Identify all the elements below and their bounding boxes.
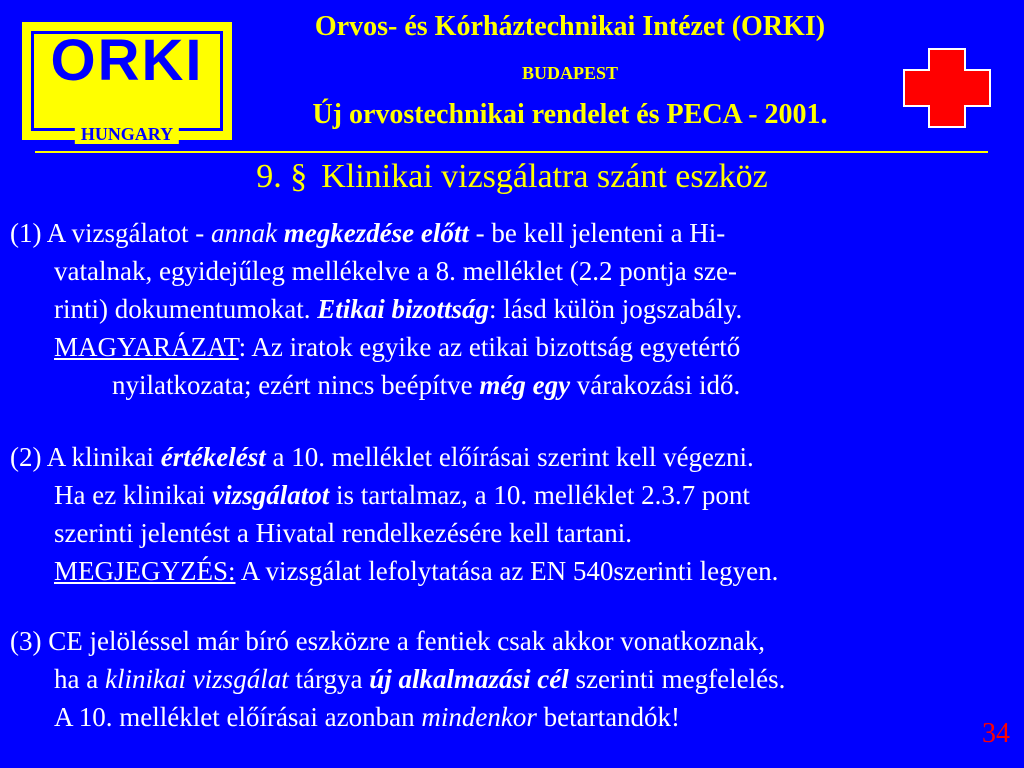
- page-number: 34: [982, 718, 1010, 749]
- section-title: Klinikai vizsgálatra szánt eszköz: [321, 158, 768, 195]
- body-text: - be kell jelenteni a Hi-: [468, 218, 726, 248]
- body-text: nyilatkozata; ezért nincs beépítve: [112, 370, 480, 400]
- italic-text: mindenkor: [421, 702, 537, 732]
- red-cross-icon: [903, 48, 991, 128]
- body-text: : lásd külön jogszabály.: [489, 294, 743, 324]
- paragraph-line: [10, 552, 1010, 590]
- body-text: : Az iratok egyike az etikai bizottság egyetértő: [238, 332, 741, 362]
- emphasis-text: megkezdése előtt: [283, 218, 469, 248]
- emphasis-text: vizsgálatot: [212, 480, 330, 510]
- underlined-label: MEGJEGYZÉS:: [54, 556, 236, 586]
- italic-text: annak: [210, 218, 277, 248]
- body-text: szerinti megfelelés.: [568, 664, 786, 694]
- logo-name: ORKI: [50, 28, 204, 93]
- underlined-label: MAGYARÁZAT: [54, 332, 239, 362]
- paragraph-line: [10, 622, 1010, 660]
- section-heading: [0, 156, 1024, 198]
- body-text: (2) A klinikai: [10, 442, 161, 472]
- paragraph-line: [10, 214, 1010, 252]
- body-text: is tartalmaz, a 10. melléklet 2.3.7 pont: [329, 480, 750, 510]
- paragraph-line: [10, 438, 1010, 476]
- presentation-subtitle: Új orvostechnikai rendelet és PECA - 2001.: [312, 99, 828, 130]
- body-text: betartandók!: [536, 702, 681, 732]
- header-divider: [35, 151, 988, 153]
- section-number: 9. §: [256, 158, 308, 195]
- body-text: tárgya: [288, 664, 370, 694]
- institute-title: Orvos- és Kórháztechnikai Intézet (ORKI): [314, 11, 826, 42]
- emphasis-text: még egy: [479, 370, 571, 400]
- body-text: rinti) dokumentumokat.: [54, 294, 318, 324]
- body-text: a 10. melléklet előírásai szerint kell végezni.: [265, 442, 754, 472]
- body-text: szerinti jelentést a Hivatal rendelkezésére kell tartani.: [54, 518, 632, 548]
- body-text: várakozási idő.: [570, 370, 741, 400]
- paragraph-line: [10, 476, 1010, 514]
- orki-logo: [22, 22, 232, 144]
- paragraph-2: [10, 438, 1010, 590]
- paragraph-line: [10, 290, 1010, 328]
- paragraph-line: [10, 252, 1010, 290]
- italic-text: klinikai vizsgálat: [104, 664, 289, 694]
- paragraph-line: [10, 514, 1010, 552]
- paragraph-line: [10, 698, 1010, 736]
- body-text: vatalnak, egyidejűleg mellékelve a 8. melléklet (2.2 pontja sze-: [54, 256, 737, 286]
- emphasis-text: Etikai bizottság: [317, 294, 490, 324]
- body-text: Ha ez klinikai: [54, 480, 213, 510]
- institute-city: BUDAPEST: [521, 63, 619, 83]
- paragraph-1: [10, 214, 1010, 404]
- emphasis-text: új alkalmazási cél: [369, 664, 569, 694]
- logo-country: HUNGARY: [75, 124, 179, 144]
- body-text: (3) CE jelöléssel már bíró eszközre a fentiek csak akkor vonatkoznak,: [10, 626, 765, 656]
- body-text: [277, 218, 284, 248]
- body-text: A vizsgálat lefolytatása az EN 540szerinti legyen.: [235, 556, 779, 586]
- emphasis-text: értékelést: [160, 442, 266, 472]
- body-text: (1) A vizsgálatot -: [10, 218, 211, 248]
- body-text: ha a: [54, 664, 105, 694]
- paragraph-line: [10, 328, 1010, 366]
- paragraph-line: [10, 366, 1010, 404]
- paragraph-3: [10, 622, 1010, 736]
- paragraph-line: [10, 660, 1010, 698]
- body-text: A 10. melléklet előírásai azonban: [54, 702, 422, 732]
